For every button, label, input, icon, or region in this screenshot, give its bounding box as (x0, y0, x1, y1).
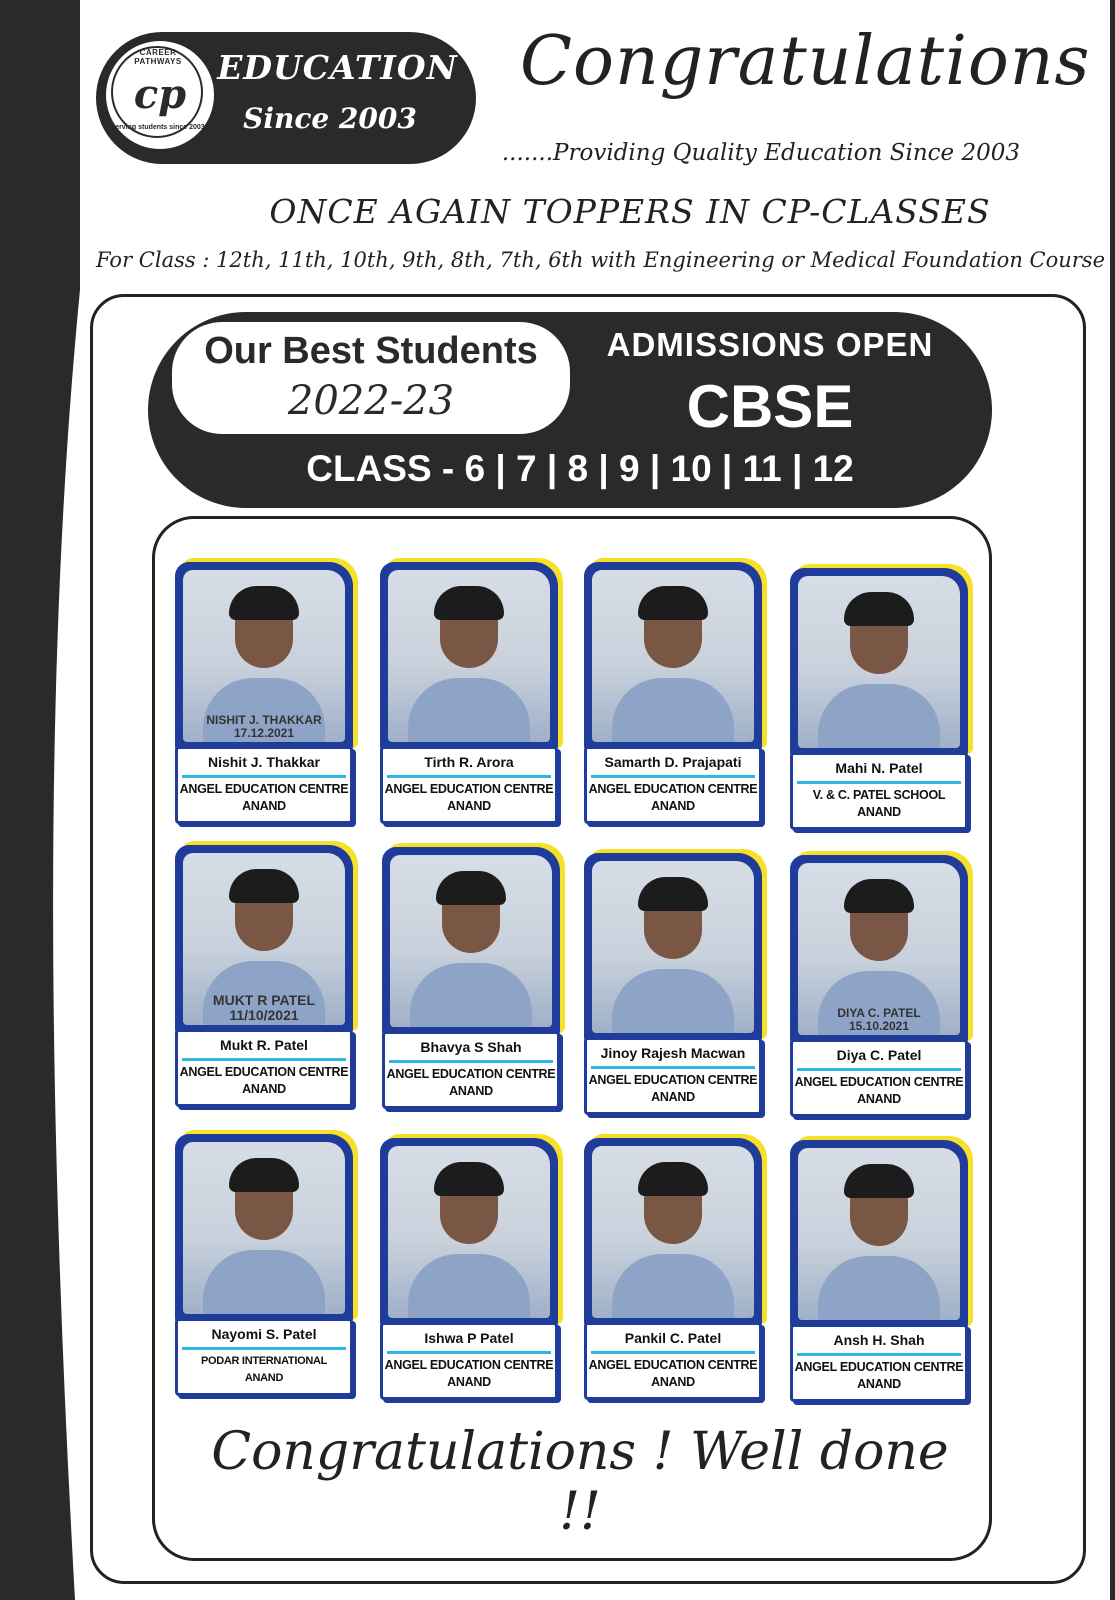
student-name: Bhavya S Shah (420, 1039, 522, 1055)
class-list-line: For Class : 12th, 11th, 10th, 9th, 8th, 7th, 6th with Engineering or Medical Foundation Course (96, 248, 1105, 272)
student-name: Samarth D. Prajapati (604, 754, 742, 770)
student-card (380, 562, 560, 827)
student-photo (388, 1146, 550, 1318)
name-plate (382, 1031, 560, 1109)
name-divider (797, 1353, 961, 1356)
student-photo (183, 570, 345, 742)
name-plate (790, 752, 968, 830)
board-label: CBSE (686, 373, 854, 440)
student-photo (798, 576, 960, 748)
student-card (584, 853, 764, 1118)
student-name: Mukt R. Patel (220, 1037, 308, 1053)
student-card (175, 845, 355, 1110)
student-photo (592, 570, 754, 742)
student-photo (183, 853, 345, 1025)
name-divider (591, 1066, 755, 1069)
best-students-year: 2022-23 (287, 378, 455, 424)
student-name: Nayomi S. Patel (211, 1326, 317, 1342)
student-school: ANGEL EDUCATION CENTRE ANAND (179, 782, 349, 813)
student-photo (592, 1146, 754, 1318)
student-name: Ishwa P Patel (424, 1330, 514, 1346)
student-photo (390, 855, 552, 1027)
name-divider (797, 781, 961, 784)
student-school: PODAR INTERNATIONAL ANAND (200, 1355, 328, 1384)
toppers-headline: ONCE AGAIN TOPPERS IN CP-CLASSES (269, 192, 991, 231)
student-school: ANGEL EDUCATION CENTRE ANAND (384, 782, 554, 813)
page-title: Congratulations (520, 22, 1091, 101)
student-photo (388, 570, 550, 742)
student-school: ANGEL EDUCATION CENTRE ANAND (588, 782, 758, 813)
tagline: .......Providing Quality Education Since 2003 (501, 140, 1020, 166)
student-photo (798, 1148, 960, 1320)
name-divider (387, 775, 551, 778)
student-card (175, 1134, 355, 1399)
student-school: ANGEL EDUCATION CENTRE ANAND (588, 1073, 758, 1104)
student-school: ANGEL EDUCATION CENTRE ANAND (588, 1358, 758, 1389)
name-divider (797, 1068, 961, 1071)
name-plate (584, 1037, 762, 1115)
name-plate (175, 1318, 353, 1396)
name-divider (387, 1351, 551, 1354)
name-plate (584, 746, 762, 824)
name-plate (380, 746, 558, 824)
name-plate (584, 1322, 762, 1400)
student-card (790, 1140, 970, 1405)
student-name: Diya C. Patel (836, 1047, 922, 1063)
student-name: Ansh H. Shah (833, 1332, 925, 1348)
student-school: ANGEL EDUCATION CENTRE ANAND (794, 1360, 964, 1391)
student-card (584, 562, 764, 827)
photo-stamp: NISHIT J. THAKKAR 17.12.2021 (206, 713, 322, 740)
admission-classes: CLASS - 6 | 7 | 8 | 9 | 10 | 11 | 12 (306, 448, 854, 489)
student-name: Pankil C. Patel (624, 1330, 722, 1346)
name-divider (591, 1351, 755, 1354)
admissions-open-label: ADMISSIONS OPEN (606, 326, 934, 363)
student-card (584, 1138, 764, 1403)
brand-since: Since 2003 (243, 102, 417, 135)
student-name: Tirth R. Arora (424, 754, 514, 770)
name-plate (790, 1039, 968, 1117)
logo-initials: cp (133, 71, 187, 118)
logo-arc-top-text: CAREER PATHWAYS (134, 48, 182, 66)
student-photo (798, 863, 960, 1035)
student-school: ANGEL EDUCATION CENTRE ANAND (794, 1075, 964, 1106)
name-divider (389, 1060, 553, 1063)
student-card (790, 855, 970, 1120)
student-card (790, 568, 970, 833)
name-divider (182, 1058, 346, 1061)
name-plate (380, 1322, 558, 1400)
student-school: ANGEL EDUCATION CENTRE ANAND (179, 1065, 349, 1096)
photo-stamp: MUKT R PATEL 11/10/2021 (212, 992, 316, 1023)
student-card (175, 562, 355, 827)
name-divider (182, 1347, 346, 1350)
name-divider (182, 775, 346, 778)
student-card (380, 1138, 560, 1403)
student-school: V. & C. PATEL SCHOOL ANAND (812, 788, 946, 819)
logo-arc-bottom-text: serving students since 2003 (111, 124, 205, 131)
brand-word: EDUCATION (217, 48, 458, 87)
student-name: Nishit J. Thakkar (207, 754, 321, 770)
student-school: ANGEL EDUCATION CENTRE ANAND (386, 1067, 556, 1098)
best-students-title: Our Best Students (204, 330, 538, 372)
student-card (382, 847, 562, 1112)
student-name: Jinoy Rajesh Macwan (600, 1045, 746, 1061)
name-divider (591, 775, 755, 778)
student-school: ANGEL EDUCATION CENTRE ANAND (384, 1358, 554, 1389)
name-plate (175, 746, 353, 824)
name-plate (175, 1029, 353, 1107)
name-plate (790, 1324, 968, 1402)
footer-congratulations: Congratulations ! Well done !! (211, 1422, 949, 1542)
photo-stamp: DIYA C. PATEL 15.10.2021 (837, 1006, 921, 1033)
student-photo (183, 1142, 345, 1314)
student-photo (592, 861, 754, 1033)
student-name: Mahi N. Patel (835, 760, 923, 776)
